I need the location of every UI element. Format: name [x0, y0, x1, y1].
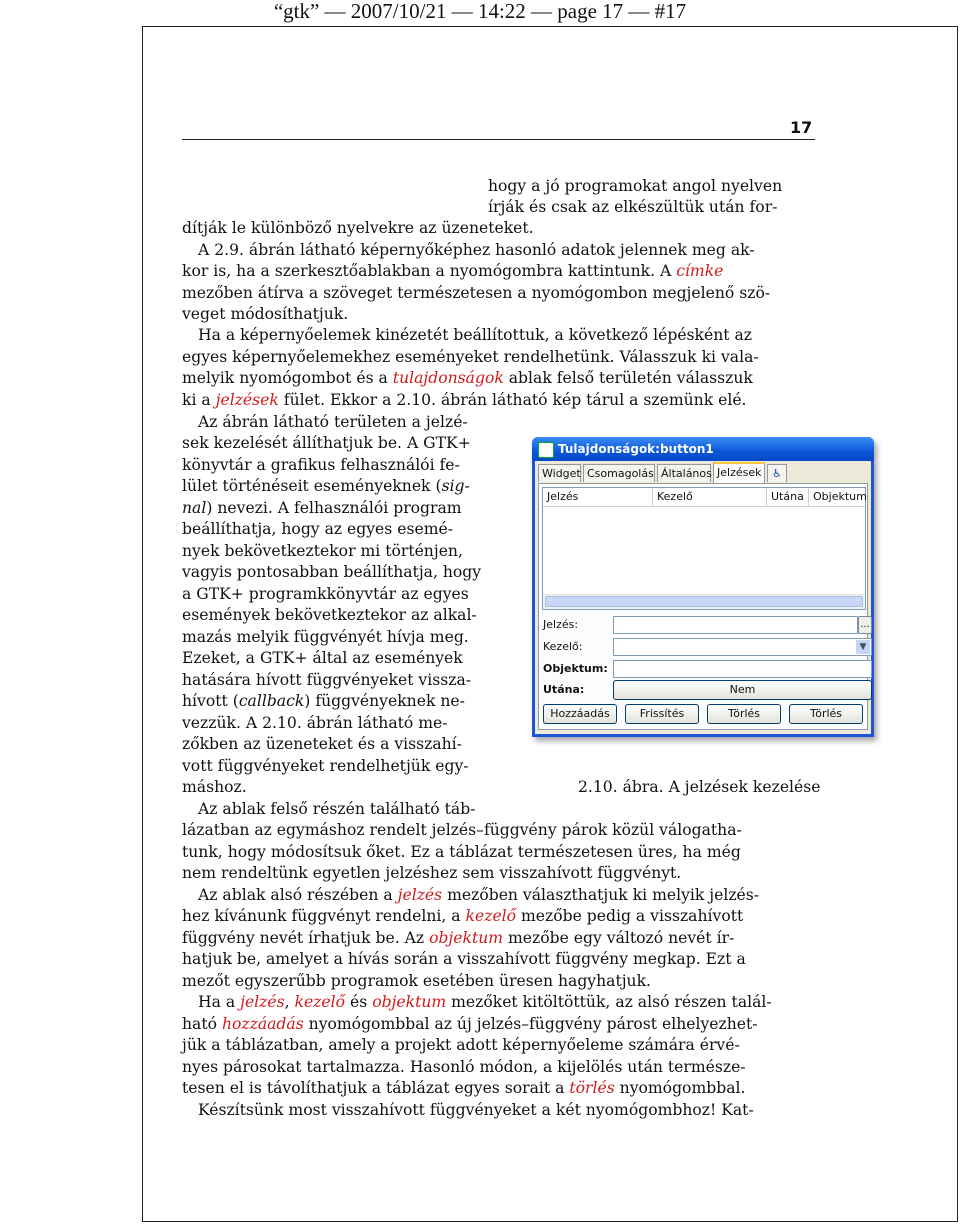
- object-label: Objektum:: [543, 662, 608, 675]
- add-button[interactable]: Hozzáadás: [543, 704, 617, 724]
- text-line: zőkben az üzeneteket és a visszahí-: [182, 735, 462, 753]
- text-line: ható hozzáadás nyomógombbal az új jelzés–függvény párost elhelyezhet-: [182, 1015, 758, 1033]
- text-line: beállíthatja, hogy az egyes esemé-: [182, 520, 453, 538]
- window-title: Tulajdonságok:button1: [558, 442, 714, 456]
- emph-jelzesek: jelzések: [215, 391, 279, 409]
- tab-general[interactable]: Általános: [657, 464, 711, 482]
- header-rule: [182, 139, 815, 140]
- text-line: Készítsünk most visszahívott függvényeket a két nyomógombhoz! Kat-: [198, 1101, 754, 1119]
- delete-button[interactable]: Törlés: [707, 704, 781, 724]
- handler-label: Kezelő:: [543, 640, 583, 653]
- text-line: tesen el is távolíthatjuk a táblázat egyes sorait a törlés nyomógombbal.: [182, 1079, 746, 1097]
- text-line: nyek bekövetkeztekor mi történjen,: [182, 542, 463, 560]
- column-object[interactable]: Objektum: [813, 490, 867, 503]
- text-line: vagyis pontosabban beállíthatja, hogy: [182, 563, 482, 581]
- chevron-down-icon[interactable]: ▼: [856, 640, 870, 654]
- table-header: [543, 488, 865, 507]
- signal-input[interactable]: [613, 616, 858, 634]
- text-line: könyvtár a grafikus felhasználói fe-: [182, 456, 460, 474]
- text-line: dítják le különböző nyelvekre az üzeneteket.: [182, 219, 534, 237]
- column-handler[interactable]: Kezelő: [653, 488, 767, 506]
- column-signal[interactable]: Jelzés: [543, 488, 653, 506]
- properties-window: [532, 437, 874, 737]
- text-line: hívott (callback) függvényeknek ne-: [182, 692, 465, 710]
- text-line: hatására hívott függvényeket vissza-: [182, 671, 472, 689]
- tab-signals[interactable]: Jelzések: [713, 462, 765, 483]
- text-line: mezőben átírva a szöveget természetesen a nyomógombon megjelenő szö-: [182, 284, 771, 302]
- text-line: nyes párosokat tartalmazza. Hasonló módon, a kijelölés után természe-: [182, 1058, 746, 1076]
- text-line: nem rendeltünk egyetlen jelzéshez sem visszahívott függvényt.: [182, 864, 682, 882]
- text-line: nal) nevezi. A felhasználói program: [182, 499, 462, 517]
- running-header: “gtk” — 2007/10/21 — 14:22 — page 17 — #17: [273, 0, 687, 23]
- text-line: események bekövetkeztekor az alkal-: [182, 606, 477, 624]
- text-line: lázatban az egymáshoz rendelt jelzés–függvény párok közül válogatha-: [182, 821, 742, 839]
- text-line: Az ablak felső részén található táb-: [198, 800, 476, 818]
- text-line: melyik nyomógombot és a tulajdonságok ablak felső területén válasszuk: [182, 369, 753, 387]
- tab-widget[interactable]: Widget: [538, 464, 581, 482]
- text-line: egyes képernyőelemekhez eseményeket rendelhetünk. Válasszuk ki vala-: [182, 348, 759, 366]
- clear-button[interactable]: Törlés: [789, 704, 863, 724]
- object-input[interactable]: [613, 660, 872, 678]
- text-line: tunk, hogy módosítsuk őket. Ez a táblázat természetesen üres, ha még: [182, 843, 741, 861]
- text-line: írják és csak az elkészültük után for-: [488, 198, 778, 216]
- emph-cimke: címke: [676, 262, 724, 280]
- browse-signal-button[interactable]: ...: [858, 616, 872, 634]
- text-line: vezzük. A 2.10. ábrán látható me-: [182, 714, 448, 732]
- signal-label: Jelzés:: [543, 618, 579, 631]
- after-toggle-button[interactable]: Nem: [613, 680, 872, 700]
- text-line: Az ábrán látható területen a jelzé-: [198, 413, 468, 431]
- text-line: Ha a jelzés, kezelő és objektum mezőket kitöltöttük, az alsó részen talál-: [198, 993, 772, 1011]
- text-line: veget módosíthatjuk.: [182, 305, 349, 323]
- column-after[interactable]: Utána: [767, 488, 809, 506]
- text-line: vott függvényeket rendelhetjük egy-: [182, 757, 469, 775]
- page-number: 17: [790, 118, 813, 137]
- text-line: kor is, ha a szerkesztőablakban a nyomógombra kattintunk. A címke: [182, 262, 724, 280]
- text-line: hez kívánunk függvényt rendelni, a kezelő mezőbe pedig a visszahívott: [182, 907, 744, 925]
- window-titlebar[interactable]: [532, 437, 874, 461]
- text-line: A 2.9. ábrán látható képernyőképhez hasonló adatok jelennek meg ak-: [198, 241, 755, 259]
- emph-tulajdonsagok: tulajdonságok: [392, 369, 504, 387]
- figure-caption: 2.10. ábra. A jelzések kezelése: [578, 778, 821, 796]
- horizontal-scrollbar[interactable]: [543, 594, 865, 609]
- accessibility-icon[interactable]: ♿: [767, 464, 787, 482]
- scroll-thumb[interactable]: [545, 596, 863, 607]
- text-line: sek kezelését állíthatjuk be. A GTK+: [182, 434, 471, 452]
- text-line: mezőt egyszerűbb programok esetében üresen hagyhatjuk.: [182, 972, 652, 990]
- tab-packing[interactable]: Csomagolás: [583, 464, 655, 482]
- app-icon: [538, 442, 554, 458]
- text-line: Ezeket, a GTK+ által az események: [182, 649, 463, 667]
- text-line: Az ablak alsó részében a jelzés mezőben választhatjuk ki melyik jelzés-: [198, 886, 760, 904]
- text-line: ki a jelzések fület. Ekkor a 2.10. ábrán látható kép tárul a szemünk elé.: [182, 391, 747, 409]
- signal-table[interactable]: [542, 487, 866, 610]
- text-line: mazás melyik függvényét hívja meg.: [182, 628, 469, 646]
- handler-combobox[interactable]: [613, 638, 872, 656]
- text-line: a GTK+ programkkönyvtár az egyes: [182, 585, 469, 603]
- after-label: Utána:: [543, 683, 585, 696]
- signals-panel: [538, 483, 868, 730]
- text-line: függvény nevét írhatjuk be. Az objektum mezőbe egy változó nevét ír-: [182, 929, 735, 947]
- text-line: máshoz.: [182, 778, 247, 796]
- update-button[interactable]: Frissítés: [625, 704, 699, 724]
- text-line: hogy a jó programokat angol nyelven: [488, 177, 783, 195]
- text-line: lület történéseit eseményeknek (sig-: [182, 477, 470, 495]
- text-line: Ha a képernyőelemek kinézetét beállítottuk, a következő lépésként az: [198, 326, 753, 344]
- text-line: hatjuk be, amelyet a hívás során a visszahívott függvény megkap. Ezt a: [182, 950, 746, 968]
- text-line: jük a táblázatban, amely a projekt adott képernyőeleme számára érvé-: [182, 1036, 740, 1054]
